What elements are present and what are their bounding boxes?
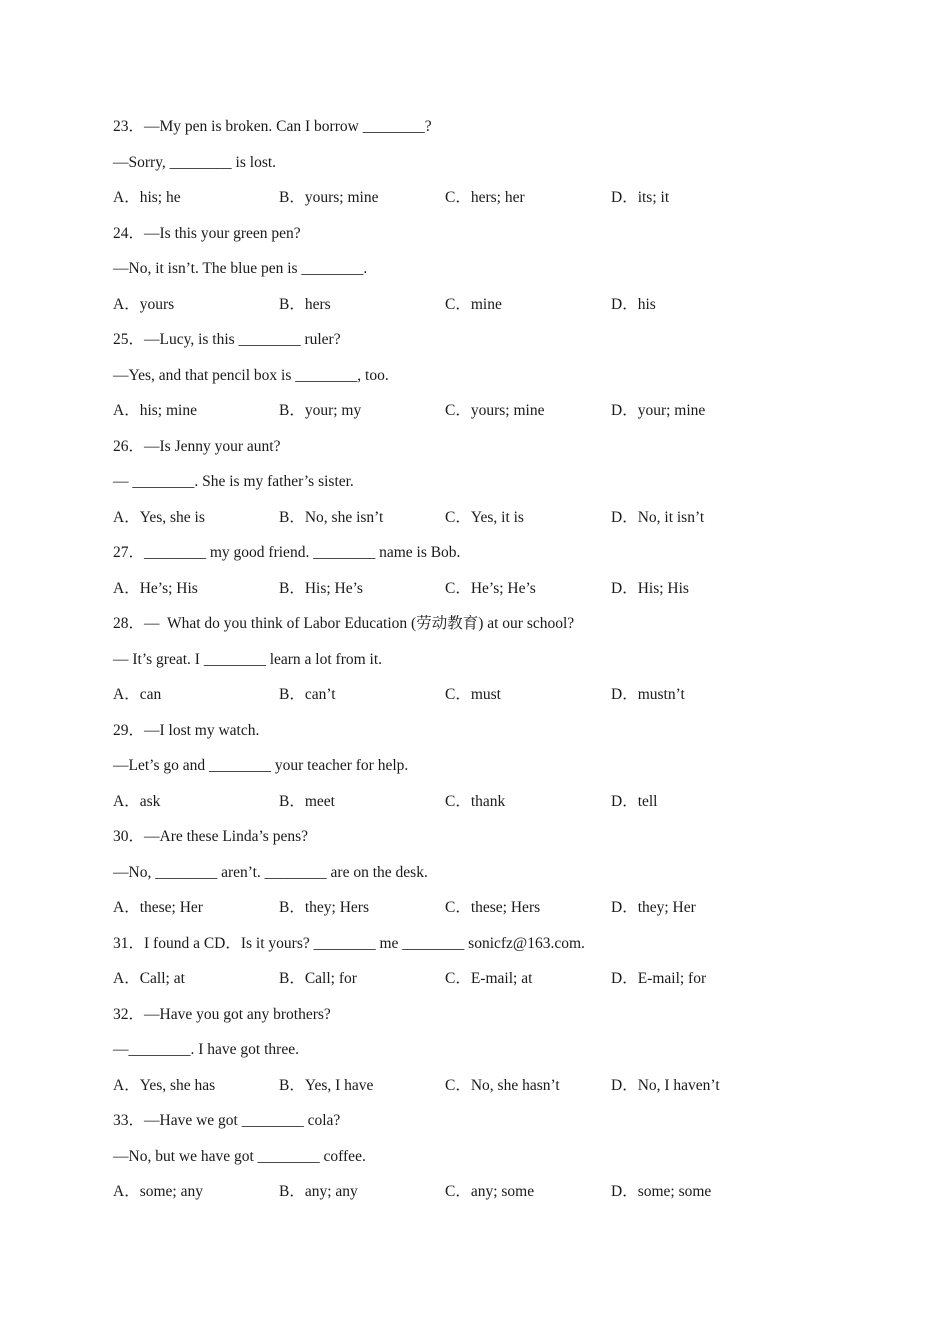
answer-options bbox=[113, 897, 853, 933]
question-stem: 33．—Have we got ________ cola? bbox=[113, 1112, 341, 1129]
option-d: D．No, I haven’t bbox=[611, 1076, 720, 1094]
answer-options bbox=[113, 400, 853, 436]
option-c: C．Yes, it is bbox=[445, 508, 524, 526]
question-stem: 24．—Is this your green pen? bbox=[113, 224, 301, 242]
answer-options bbox=[113, 968, 853, 1004]
question-item bbox=[113, 613, 853, 720]
option-c: C．mine bbox=[445, 295, 502, 313]
option-c: C．thank bbox=[445, 792, 506, 810]
option-b: B．can’t bbox=[279, 686, 336, 703]
option-b: B．Yes, I have bbox=[279, 1076, 374, 1094]
option-c: C．any; some bbox=[445, 1183, 535, 1200]
option-c: C．He’s; He’s bbox=[445, 579, 536, 597]
question-reply: —No, it isn’t. The blue pen is ________. bbox=[113, 260, 368, 277]
answer-options bbox=[113, 1181, 853, 1217]
option-a: A．can bbox=[113, 686, 162, 703]
question-stem: 23．—My pen is broken. Can I borrow ________? bbox=[113, 118, 432, 135]
option-c: C．E-mail; at bbox=[445, 970, 533, 987]
question-item bbox=[113, 933, 853, 1004]
option-d: D．tell bbox=[611, 792, 658, 810]
answer-options bbox=[113, 578, 853, 614]
question-item bbox=[113, 116, 853, 223]
option-d: D．your; mine bbox=[611, 402, 706, 419]
answer-options bbox=[113, 1075, 853, 1111]
question-reply: —Yes, and that pencil box is ________, too. bbox=[113, 366, 389, 384]
option-c: C．must bbox=[445, 686, 501, 703]
answer-options bbox=[113, 791, 853, 827]
option-a: A．his; he bbox=[113, 189, 181, 206]
question-item bbox=[113, 1004, 853, 1111]
option-b: B．hers bbox=[279, 295, 331, 313]
option-d: D．some; some bbox=[611, 1183, 712, 1200]
question-item bbox=[113, 436, 853, 543]
question-stem: 29．—I lost my watch. bbox=[113, 721, 260, 739]
question-stem: 26．—Is Jenny your aunt? bbox=[113, 437, 281, 455]
question-stem: 27．________ my good friend. ________ name is Bob. bbox=[113, 544, 461, 561]
question-item bbox=[113, 720, 853, 827]
option-b: B．yours; mine bbox=[279, 189, 379, 206]
question-stem: 32．—Have you got any brothers? bbox=[113, 1005, 331, 1023]
option-a: A．these; Her bbox=[113, 899, 203, 916]
question-reply: —Let’s go and ________ your teacher for help. bbox=[113, 757, 409, 774]
question-item bbox=[113, 329, 853, 436]
option-a: A．ask bbox=[113, 792, 161, 810]
option-d: D．No, it isn’t bbox=[611, 508, 705, 526]
option-b: B．your; my bbox=[279, 402, 362, 419]
question-item bbox=[113, 826, 853, 933]
option-c: C．yours; mine bbox=[445, 402, 545, 419]
answer-options bbox=[113, 684, 853, 720]
option-a: A．Call; at bbox=[113, 970, 185, 987]
option-d: D．his bbox=[611, 295, 656, 313]
option-b: B．His; He’s bbox=[279, 579, 363, 597]
question-stem: 28．— What do you think of Labor Education (劳动教育) at our school? bbox=[113, 615, 575, 632]
answer-options bbox=[113, 507, 853, 543]
option-a: A．Yes, she is bbox=[113, 508, 205, 526]
question-stem: 25．—Lucy, is this ________ ruler? bbox=[113, 331, 341, 348]
question-reply: —No, but we have got ________ coffee. bbox=[113, 1147, 366, 1165]
option-c: C．hers; her bbox=[445, 189, 525, 206]
option-a: A．He’s; His bbox=[113, 579, 198, 597]
option-b: B．they; Hers bbox=[279, 899, 369, 916]
option-b: B．Call; for bbox=[279, 970, 357, 987]
option-d: D．His; His bbox=[611, 579, 689, 597]
question-item bbox=[113, 223, 853, 330]
option-b: B．No, she isn’t bbox=[279, 508, 384, 526]
option-d: D．its; it bbox=[611, 189, 670, 206]
question-stem: 31．I found a CD．Is it yours? ________ me ________ sonicfz@163.com. bbox=[113, 934, 585, 952]
option-a: A．his; mine bbox=[113, 402, 197, 419]
option-d: D．mustn’t bbox=[611, 686, 685, 703]
question-reply: — It’s great. I ________ learn a lot from it. bbox=[113, 650, 383, 668]
answer-options bbox=[113, 187, 853, 223]
question-item bbox=[113, 542, 853, 613]
option-d: D．they; Her bbox=[611, 899, 696, 916]
question-stem: 30．—Are these Linda’s pens? bbox=[113, 828, 308, 845]
option-b: B．any; any bbox=[279, 1183, 358, 1200]
question-item bbox=[113, 1110, 853, 1217]
answer-options bbox=[113, 294, 853, 330]
question-reply: —Sorry, ________ is lost. bbox=[113, 153, 277, 171]
option-c: C．No, she hasn’t bbox=[445, 1076, 560, 1094]
question-reply: —No, ________ aren’t. ________ are on the desk. bbox=[113, 863, 428, 881]
option-b: B．meet bbox=[279, 792, 335, 810]
question-reply: — ________. She is my father’s sister. bbox=[113, 473, 354, 490]
option-c: C．these; Hers bbox=[445, 899, 541, 916]
question-list bbox=[113, 116, 853, 1217]
option-a: A．some; any bbox=[113, 1183, 203, 1200]
option-a: A．Yes, she has bbox=[113, 1076, 216, 1094]
option-a: A．yours bbox=[113, 295, 175, 313]
option-d: D．E-mail; for bbox=[611, 970, 707, 987]
question-reply: —________. I have got three. bbox=[113, 1041, 299, 1058]
